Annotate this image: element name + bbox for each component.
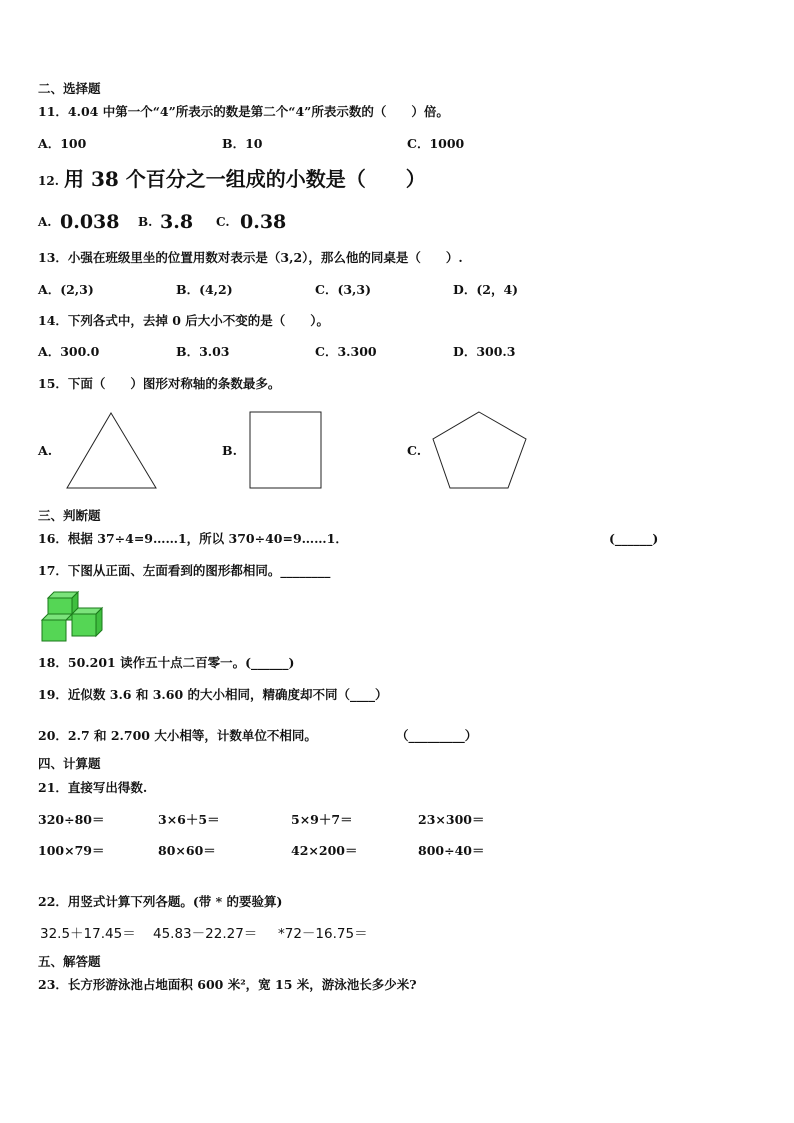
question-20: 20．2.7 和 2.700 大小相等，计数单位不相同。 — [38, 728, 317, 743]
q20-answer-blank[interactable]: （_________） — [396, 728, 478, 743]
q21-item: 42×200＝ — [291, 843, 358, 858]
q22-item: 32.5＋17.45＝ — [40, 926, 136, 942]
q11-option-c: C．1000 — [407, 136, 465, 151]
question-12: 用 38 个百分之一组成的小数是（ ） — [64, 167, 426, 191]
q15-option-a: A. — [38, 443, 53, 458]
q21-item: 3×6＋5＝ — [158, 812, 220, 827]
question-15: 15．下面（ ）图形对称轴的条数最多。 — [38, 376, 281, 391]
q21-item: 80×60＝ — [158, 843, 216, 858]
question-23: 23．长方形游泳池占地面积 600 米²，宽 15 米，游泳池长多少米? — [38, 977, 417, 992]
question-16: 16．根据 37÷4=9……1，所以 370÷40=9……1． — [38, 531, 348, 546]
section-heading-choice: 二、选择题 — [38, 81, 101, 96]
question-22: 22．用竖式计算下列各题。(带 * 的要验算) — [38, 894, 283, 909]
q21-item: 23×300＝ — [418, 812, 485, 827]
q14-option-d: D．300.3 — [453, 344, 516, 359]
q21-item: 5×9＋7＝ — [291, 812, 353, 827]
section-heading-solve: 五、解答题 — [38, 954, 101, 969]
section-heading-calc: 四、计算题 — [38, 756, 101, 771]
q21-item: 100×79＝ — [38, 843, 105, 858]
q13-option-a: A．(2,3) — [38, 282, 94, 297]
q15-option-c: C. — [407, 443, 422, 458]
q12-option-b-label: B. — [138, 215, 153, 229]
q12-option-a-value: 0.038 — [60, 211, 120, 233]
q12-option-a-label: A. — [38, 215, 52, 229]
q12-number: 12. — [38, 174, 59, 188]
question-21: 21．直接写出得数. — [38, 780, 148, 795]
q13-option-b: B．(4,2) — [176, 282, 233, 297]
q11-option-b: B．10 — [222, 136, 263, 151]
question-18: 18．50.201 读作五十点二百零一。(______) — [38, 655, 295, 670]
q14-option-b: B．3.03 — [176, 344, 230, 359]
question-19: 19．近似数 3.6 和 3.60 的大小相同，精确度却不同（____） — [38, 687, 388, 702]
question-14: 14．下列各式中，去掉 0 后大小不变的是（ ）。 — [38, 313, 330, 328]
q21-item: 320÷80＝ — [38, 812, 105, 827]
q12-option-c-label: C. — [216, 215, 230, 229]
q16-answer-blank[interactable]: (______) — [609, 531, 659, 546]
square-figure — [248, 410, 324, 490]
question-13: 13．小强在班级里坐的位置用数对表示是（3,2），那么他的同桌是（ ）. — [38, 250, 463, 265]
q14-option-c: C．3.300 — [315, 344, 377, 359]
pentagon-figure — [430, 409, 530, 491]
section-heading-judge: 三、判断题 — [38, 508, 101, 523]
triangle-figure — [64, 410, 160, 492]
q12-option-b-value: 3.8 — [160, 211, 194, 233]
q13-option-c: C．(3,3) — [315, 282, 372, 297]
q12-option-c-value: 0.38 — [240, 211, 287, 233]
q21-item: 800÷40＝ — [418, 843, 485, 858]
question-11: 11．4.04 中第一个“4”所表示的数是第二个“4”所表示数的（ ）倍。 — [38, 104, 449, 119]
q11-option-a: A．100 — [38, 136, 87, 151]
q15-option-b: B. — [222, 443, 237, 458]
question-17: 17．下图从正面、左面看到的图形都相同。________ — [38, 563, 331, 578]
q14-option-a: A．300.0 — [38, 344, 100, 359]
q22-item: 45.83－22.27＝ — [153, 926, 258, 942]
q13-option-d: D．(2，4) — [453, 282, 519, 297]
cube-stack-figure — [40, 589, 106, 643]
q22-item: *72－16.75＝ — [278, 926, 368, 942]
